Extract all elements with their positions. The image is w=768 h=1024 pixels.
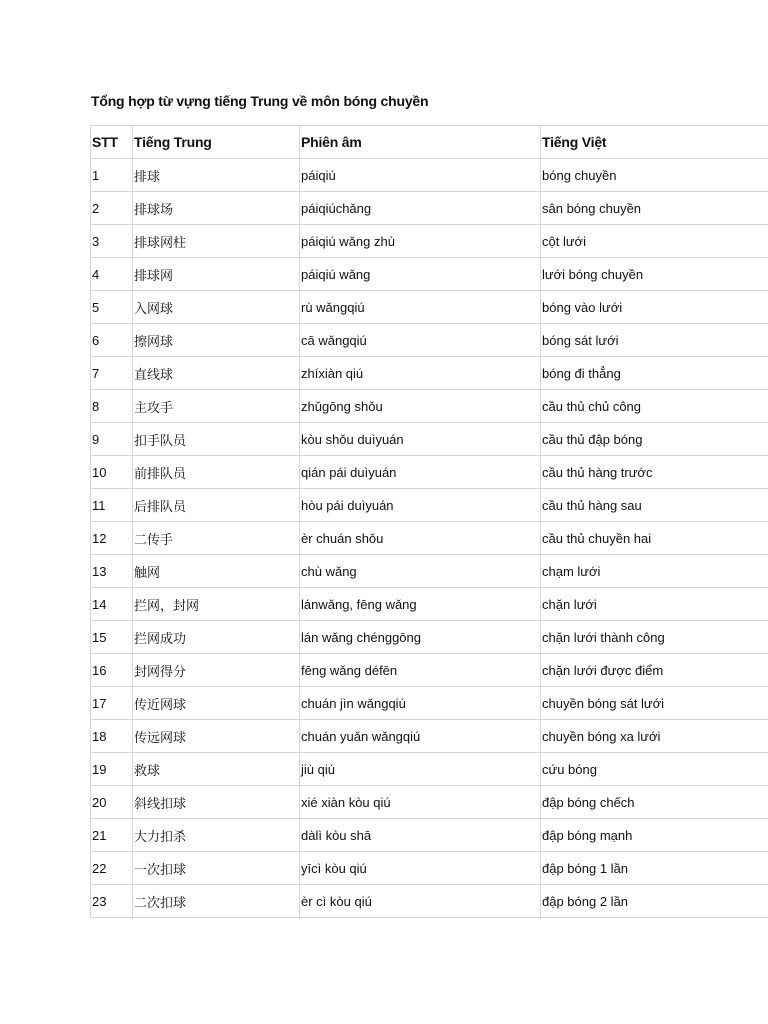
cell-vietnamese: chuyền bóng xa lưới — [541, 720, 768, 753]
table-row — [91, 852, 768, 885]
header-chinese: Tiếng Trung — [133, 126, 300, 159]
cell-pinyin: cā wǎngqiú — [300, 324, 541, 357]
cell-stt: 6 — [91, 324, 133, 357]
cell-stt: 16 — [91, 654, 133, 687]
table-row — [91, 423, 768, 456]
table-row — [91, 621, 768, 654]
cell-chinese: 排球场 — [133, 192, 300, 225]
table-row — [91, 357, 768, 390]
cell-chinese: 直线球 — [133, 357, 300, 390]
table-header-row — [91, 126, 768, 159]
cell-chinese: 扣手队员 — [133, 423, 300, 456]
cell-vietnamese: sân bóng chuyền — [541, 192, 768, 225]
cell-vietnamese: cầu thủ chủ công — [541, 390, 768, 423]
table-row — [91, 687, 768, 720]
cell-pinyin: páiqiú wǎng — [300, 258, 541, 291]
table-row — [91, 291, 768, 324]
cell-chinese: 前排队员 — [133, 456, 300, 489]
cell-stt: 11 — [91, 489, 133, 522]
cell-vietnamese: lưới bóng chuyền — [541, 258, 768, 291]
header-stt: STT — [91, 126, 133, 159]
cell-pinyin: zhǔgōng shǒu — [300, 390, 541, 423]
cell-vietnamese: cầu thủ chuyền hai — [541, 522, 768, 555]
cell-vietnamese: cầu thủ hàng trước — [541, 456, 768, 489]
cell-stt: 13 — [91, 555, 133, 588]
table-row — [91, 456, 768, 489]
cell-vietnamese: cầu thủ đập bóng — [541, 423, 768, 456]
cell-pinyin: qián pái duìyuán — [300, 456, 541, 489]
cell-vietnamese: đập bóng chếch — [541, 786, 768, 819]
table-row — [91, 555, 768, 588]
cell-stt: 14 — [91, 588, 133, 621]
cell-vietnamese: đập bóng mạnh — [541, 819, 768, 852]
cell-vietnamese: chặn lưới được điểm — [541, 654, 768, 687]
cell-pinyin: rù wǎngqiú — [300, 291, 541, 324]
table-row — [91, 159, 768, 192]
cell-pinyin: xié xiàn kòu qiú — [300, 786, 541, 819]
cell-chinese: 斜线扣球 — [133, 786, 300, 819]
cell-chinese: 排球网 — [133, 258, 300, 291]
cell-chinese: 擦网球 — [133, 324, 300, 357]
cell-chinese: 二次扣球 — [133, 885, 300, 918]
cell-stt: 15 — [91, 621, 133, 654]
cell-vietnamese: chạm lưới — [541, 555, 768, 588]
table-row — [91, 720, 768, 753]
table-row — [91, 753, 768, 786]
cell-vietnamese: bóng đi thẳng — [541, 357, 768, 390]
cell-vietnamese: bóng vào lưới — [541, 291, 768, 324]
table-row — [91, 324, 768, 357]
cell-chinese: 救球 — [133, 753, 300, 786]
cell-vietnamese: cầu thủ hàng sau — [541, 489, 768, 522]
cell-chinese: 排球网柱 — [133, 225, 300, 258]
cell-stt: 17 — [91, 687, 133, 720]
cell-pinyin: dàlì kòu shā — [300, 819, 541, 852]
cell-pinyin: páiqiú — [300, 159, 541, 192]
table-row — [91, 522, 768, 555]
cell-stt: 5 — [91, 291, 133, 324]
cell-chinese: 二传手 — [133, 522, 300, 555]
cell-pinyin: chuán jìn wǎngqiú — [300, 687, 541, 720]
cell-chinese: 拦网成功 — [133, 621, 300, 654]
cell-pinyin: fēng wǎng défēn — [300, 654, 541, 687]
cell-stt: 19 — [91, 753, 133, 786]
table-row — [91, 654, 768, 687]
cell-chinese: 入网球 — [133, 291, 300, 324]
table-row — [91, 390, 768, 423]
cell-stt: 23 — [91, 885, 133, 918]
cell-vietnamese: bóng sát lưới — [541, 324, 768, 357]
cell-vietnamese: chuyền bóng sát lưới — [541, 687, 768, 720]
table-row — [91, 192, 768, 225]
cell-stt: 7 — [91, 357, 133, 390]
cell-stt: 9 — [91, 423, 133, 456]
cell-stt: 2 — [91, 192, 133, 225]
header-vietnamese: Tiếng Việt — [541, 126, 768, 159]
cell-chinese: 传近网球 — [133, 687, 300, 720]
cell-chinese: 排球 — [133, 159, 300, 192]
cell-chinese: 封网得分 — [133, 654, 300, 687]
cell-pinyin: yīcì kòu qiú — [300, 852, 541, 885]
cell-pinyin: hòu pái duìyuán — [300, 489, 541, 522]
cell-pinyin: lánwǎng, fēng wǎng — [300, 588, 541, 621]
cell-pinyin: chù wǎng — [300, 555, 541, 588]
cell-stt: 12 — [91, 522, 133, 555]
cell-pinyin: èr cì kòu qiú — [300, 885, 541, 918]
cell-vietnamese: đập bóng 1 lần — [541, 852, 768, 885]
cell-vietnamese: chặn lưới thành công — [541, 621, 768, 654]
header-pinyin: Phiên âm — [300, 126, 541, 159]
cell-pinyin: páiqiú wǎng zhù — [300, 225, 541, 258]
cell-stt: 4 — [91, 258, 133, 291]
cell-pinyin: jiù qiú — [300, 753, 541, 786]
table-row — [91, 885, 768, 918]
cell-vietnamese: chặn lưới — [541, 588, 768, 621]
cell-chinese: 大力扣杀 — [133, 819, 300, 852]
cell-stt: 21 — [91, 819, 133, 852]
cell-vietnamese: cứu bóng — [541, 753, 768, 786]
cell-pinyin: páiqiúchǎng — [300, 192, 541, 225]
cell-stt: 10 — [91, 456, 133, 489]
cell-pinyin: kòu shǒu duìyuán — [300, 423, 541, 456]
table-body — [91, 159, 768, 918]
cell-chinese: 后排队员 — [133, 489, 300, 522]
table-row — [91, 225, 768, 258]
cell-pinyin: zhíxiàn qiú — [300, 357, 541, 390]
cell-pinyin: èr chuán shǒu — [300, 522, 541, 555]
cell-pinyin: chuán yuǎn wǎngqiú — [300, 720, 541, 753]
cell-pinyin: lán wǎng chénggōng — [300, 621, 541, 654]
table-row — [91, 489, 768, 522]
cell-chinese: 主攻手 — [133, 390, 300, 423]
cell-vietnamese: cột lưới — [541, 225, 768, 258]
document-title: Tổng hợp từ vựng tiếng Trung về môn bóng chuyền — [91, 93, 429, 109]
table-row — [91, 588, 768, 621]
cell-stt: 8 — [91, 390, 133, 423]
cell-stt: 18 — [91, 720, 133, 753]
cell-stt: 20 — [91, 786, 133, 819]
cell-stt: 22 — [91, 852, 133, 885]
cell-chinese: 传远网球 — [133, 720, 300, 753]
table-row — [91, 819, 768, 852]
table-row — [91, 786, 768, 819]
cell-vietnamese: đập bóng 2 lần — [541, 885, 768, 918]
cell-stt: 1 — [91, 159, 133, 192]
cell-chinese: 触网 — [133, 555, 300, 588]
cell-chinese: 拦网，封网 — [133, 588, 300, 621]
vocabulary-table — [90, 125, 768, 918]
table-row — [91, 258, 768, 291]
cell-stt: 3 — [91, 225, 133, 258]
cell-vietnamese: bóng chuyền — [541, 159, 768, 192]
cell-chinese: 一次扣球 — [133, 852, 300, 885]
